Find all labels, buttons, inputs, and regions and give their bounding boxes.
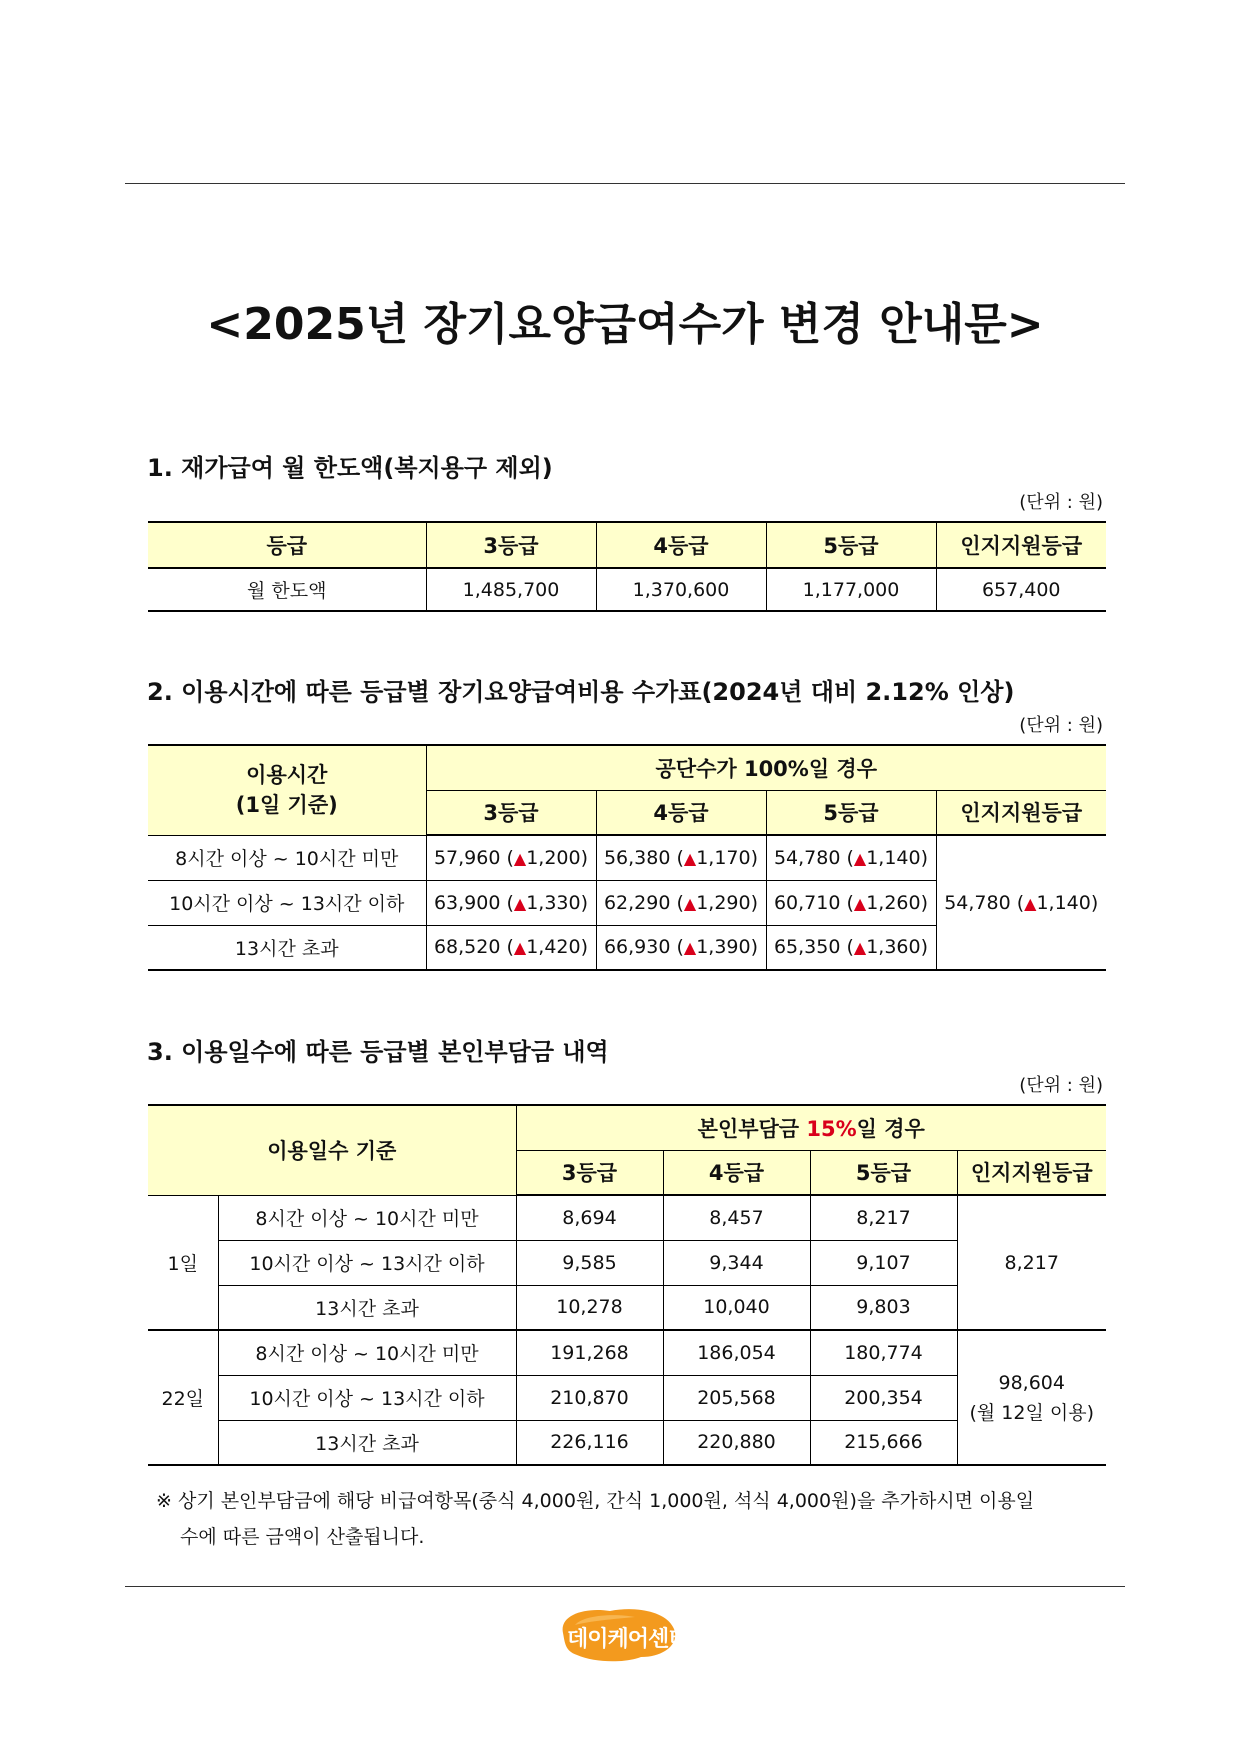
header-grade3: 3등급 (426, 790, 596, 835)
increase-icon: ▲ (513, 893, 527, 913)
section2-unit: (단위 : 원) (1019, 715, 1103, 736)
cell-value: 9,344 (663, 1240, 810, 1285)
fee-cell-cognitive: 54,780 (▲1,140) (936, 835, 1106, 970)
row-label: 8시간 이상 ~ 10시간 미만 (218, 1330, 516, 1375)
table-row (148, 568, 1106, 611)
cell-value: 215,666 (810, 1420, 957, 1465)
cell-value: 9,803 (810, 1285, 957, 1330)
cell-value: 200,354 (810, 1375, 957, 1420)
header-grade3: 3등급 (516, 1150, 663, 1195)
cell-value: 220,880 (663, 1420, 810, 1465)
cell-value: 8,694 (516, 1195, 663, 1240)
header-usage-days: 이용일수 기준 (148, 1105, 516, 1195)
cell-value: 180,774 (810, 1330, 957, 1375)
section3-unit: (단위 : 원) (1019, 1075, 1103, 1096)
cell-value: 657,400 (936, 568, 1106, 611)
top-rule (125, 183, 1125, 184)
cell-value: 226,116 (516, 1420, 663, 1465)
table-header-row (148, 522, 1106, 568)
fee-cell: 62,290 (▲1,290) (596, 880, 766, 925)
header-cognitive: 인지지원등급 (957, 1150, 1106, 1195)
fee-cell: 57,960 (▲1,200) (426, 835, 596, 880)
header-usage-time (148, 745, 426, 835)
cell-value: 8,217 (810, 1195, 957, 1240)
increase-icon: ▲ (853, 848, 867, 868)
cognitive-amount: 98,604 (998, 1371, 1065, 1394)
increase-icon: ▲ (1024, 893, 1037, 913)
row-label: 8시간 이상 ~ 10시간 미만 (148, 835, 426, 880)
cell-value: 1,370,600 (596, 568, 766, 611)
header-grade4: 4등급 (663, 1150, 810, 1195)
header-grade5: 5등급 (766, 522, 936, 568)
cell-value: 8,457 (663, 1195, 810, 1240)
header-group: 공단수가 100%일 경우 (426, 745, 1106, 790)
section2-title: 2. 이용시간에 따른 등급별 장기요양급여비용 수가표(2024년 대비 2.12% 인상) (147, 678, 1015, 706)
day-label: 22일 (148, 1330, 218, 1465)
section1-unit: (단위 : 원) (1019, 492, 1103, 513)
header-grade5: 5등급 (766, 790, 936, 835)
header-usage-time-line1: 이용시간 (246, 763, 328, 788)
increase-icon: ▲ (683, 938, 697, 958)
header-group: 본인부담금 15%일 경우 (516, 1105, 1106, 1150)
cell-value: 205,568 (663, 1375, 810, 1420)
row-label: 13시간 초과 (148, 925, 426, 970)
cell-value: 1,485,700 (426, 568, 596, 611)
copay-table (148, 1104, 1106, 1466)
cell-value: 10,040 (663, 1285, 810, 1330)
cognitive-value: 8,217 (957, 1195, 1106, 1330)
header-usage-time-line2: (1일 기준) (235, 793, 338, 818)
row-label: 10시간 이상 ~ 13시간 이하 (218, 1240, 516, 1285)
increase-icon: ▲ (683, 848, 697, 868)
table-header-row (148, 745, 1106, 790)
bottom-rule (125, 1586, 1125, 1587)
cell-value: 210,870 (516, 1375, 663, 1420)
row-label: 10시간 이상 ~ 13시간 이하 (218, 1375, 516, 1420)
row-label: 13시간 초과 (218, 1420, 516, 1465)
header-grade4: 4등급 (596, 790, 766, 835)
table-header-row (148, 1105, 1106, 1150)
table-row (148, 835, 1106, 880)
footnote-line2: 수에 따른 금액이 산출됩니다. (180, 1526, 425, 1548)
fee-cell: 66,930 (▲1,390) (596, 925, 766, 970)
cognitive-note: (월 12일 이용) (969, 1401, 1094, 1424)
header-cognitive: 인지지원등급 (936, 522, 1106, 568)
increase-icon: ▲ (853, 893, 867, 913)
header-cognitive: 인지지원등급 (936, 790, 1106, 835)
header-grade: 등급 (148, 522, 426, 568)
header-grade4: 4등급 (596, 522, 766, 568)
section1-title: 1. 재가급여 월 한도액(복지용구 제외) (147, 454, 553, 482)
monthly-limit-table (148, 521, 1106, 612)
header-grade5: 5등급 (810, 1150, 957, 1195)
cell-value: 191,268 (516, 1330, 663, 1375)
fee-cell: 68,520 (▲1,420) (426, 925, 596, 970)
cognitive-value (957, 1330, 1106, 1465)
increase-icon: ▲ (513, 848, 527, 868)
cell-value: 186,054 (663, 1330, 810, 1375)
row-label: 월 한도액 (148, 568, 426, 611)
table-row (148, 1195, 1106, 1240)
section3-title: 3. 이용일수에 따른 등급별 본인부담금 내역 (147, 1038, 609, 1066)
fee-cell: 56,380 (▲1,170) (596, 835, 766, 880)
cell-value: 9,585 (516, 1240, 663, 1285)
fee-schedule-table (148, 744, 1106, 971)
cell-value: 10,278 (516, 1285, 663, 1330)
footnote-line1: ※ 상기 본인부담금에 해당 비급여항목(중식 4,000원, 간식 1,000원, 석식 4,000원)을 추가하시면 이용일 (156, 1490, 1035, 1512)
table-row (148, 1330, 1106, 1375)
increase-icon: ▲ (683, 893, 697, 913)
fee-cell: 54,780 (▲1,140) (766, 835, 936, 880)
row-label: 13시간 초과 (218, 1285, 516, 1330)
header-grade3: 3등급 (426, 522, 596, 568)
day-label: 1일 (148, 1195, 218, 1330)
footnote (156, 1483, 1106, 1555)
cell-value: 1,177,000 (766, 568, 936, 611)
fee-cell: 60,710 (▲1,260) (766, 880, 936, 925)
logo-text: 데이케어센터 (567, 1627, 689, 1652)
row-label: 8시간 이상 ~ 10시간 미만 (218, 1195, 516, 1240)
fee-cell: 63,900 (▲1,330) (426, 880, 596, 925)
cell-value: 9,107 (810, 1240, 957, 1285)
increase-icon: ▲ (513, 938, 527, 958)
fee-cell: 65,350 (▲1,360) (766, 925, 936, 970)
increase-icon: ▲ (853, 938, 867, 958)
document-title: <2025년 장기요양급여수가 변경 안내문> (206, 299, 1044, 350)
row-label: 10시간 이상 ~ 13시간 이하 (148, 880, 426, 925)
